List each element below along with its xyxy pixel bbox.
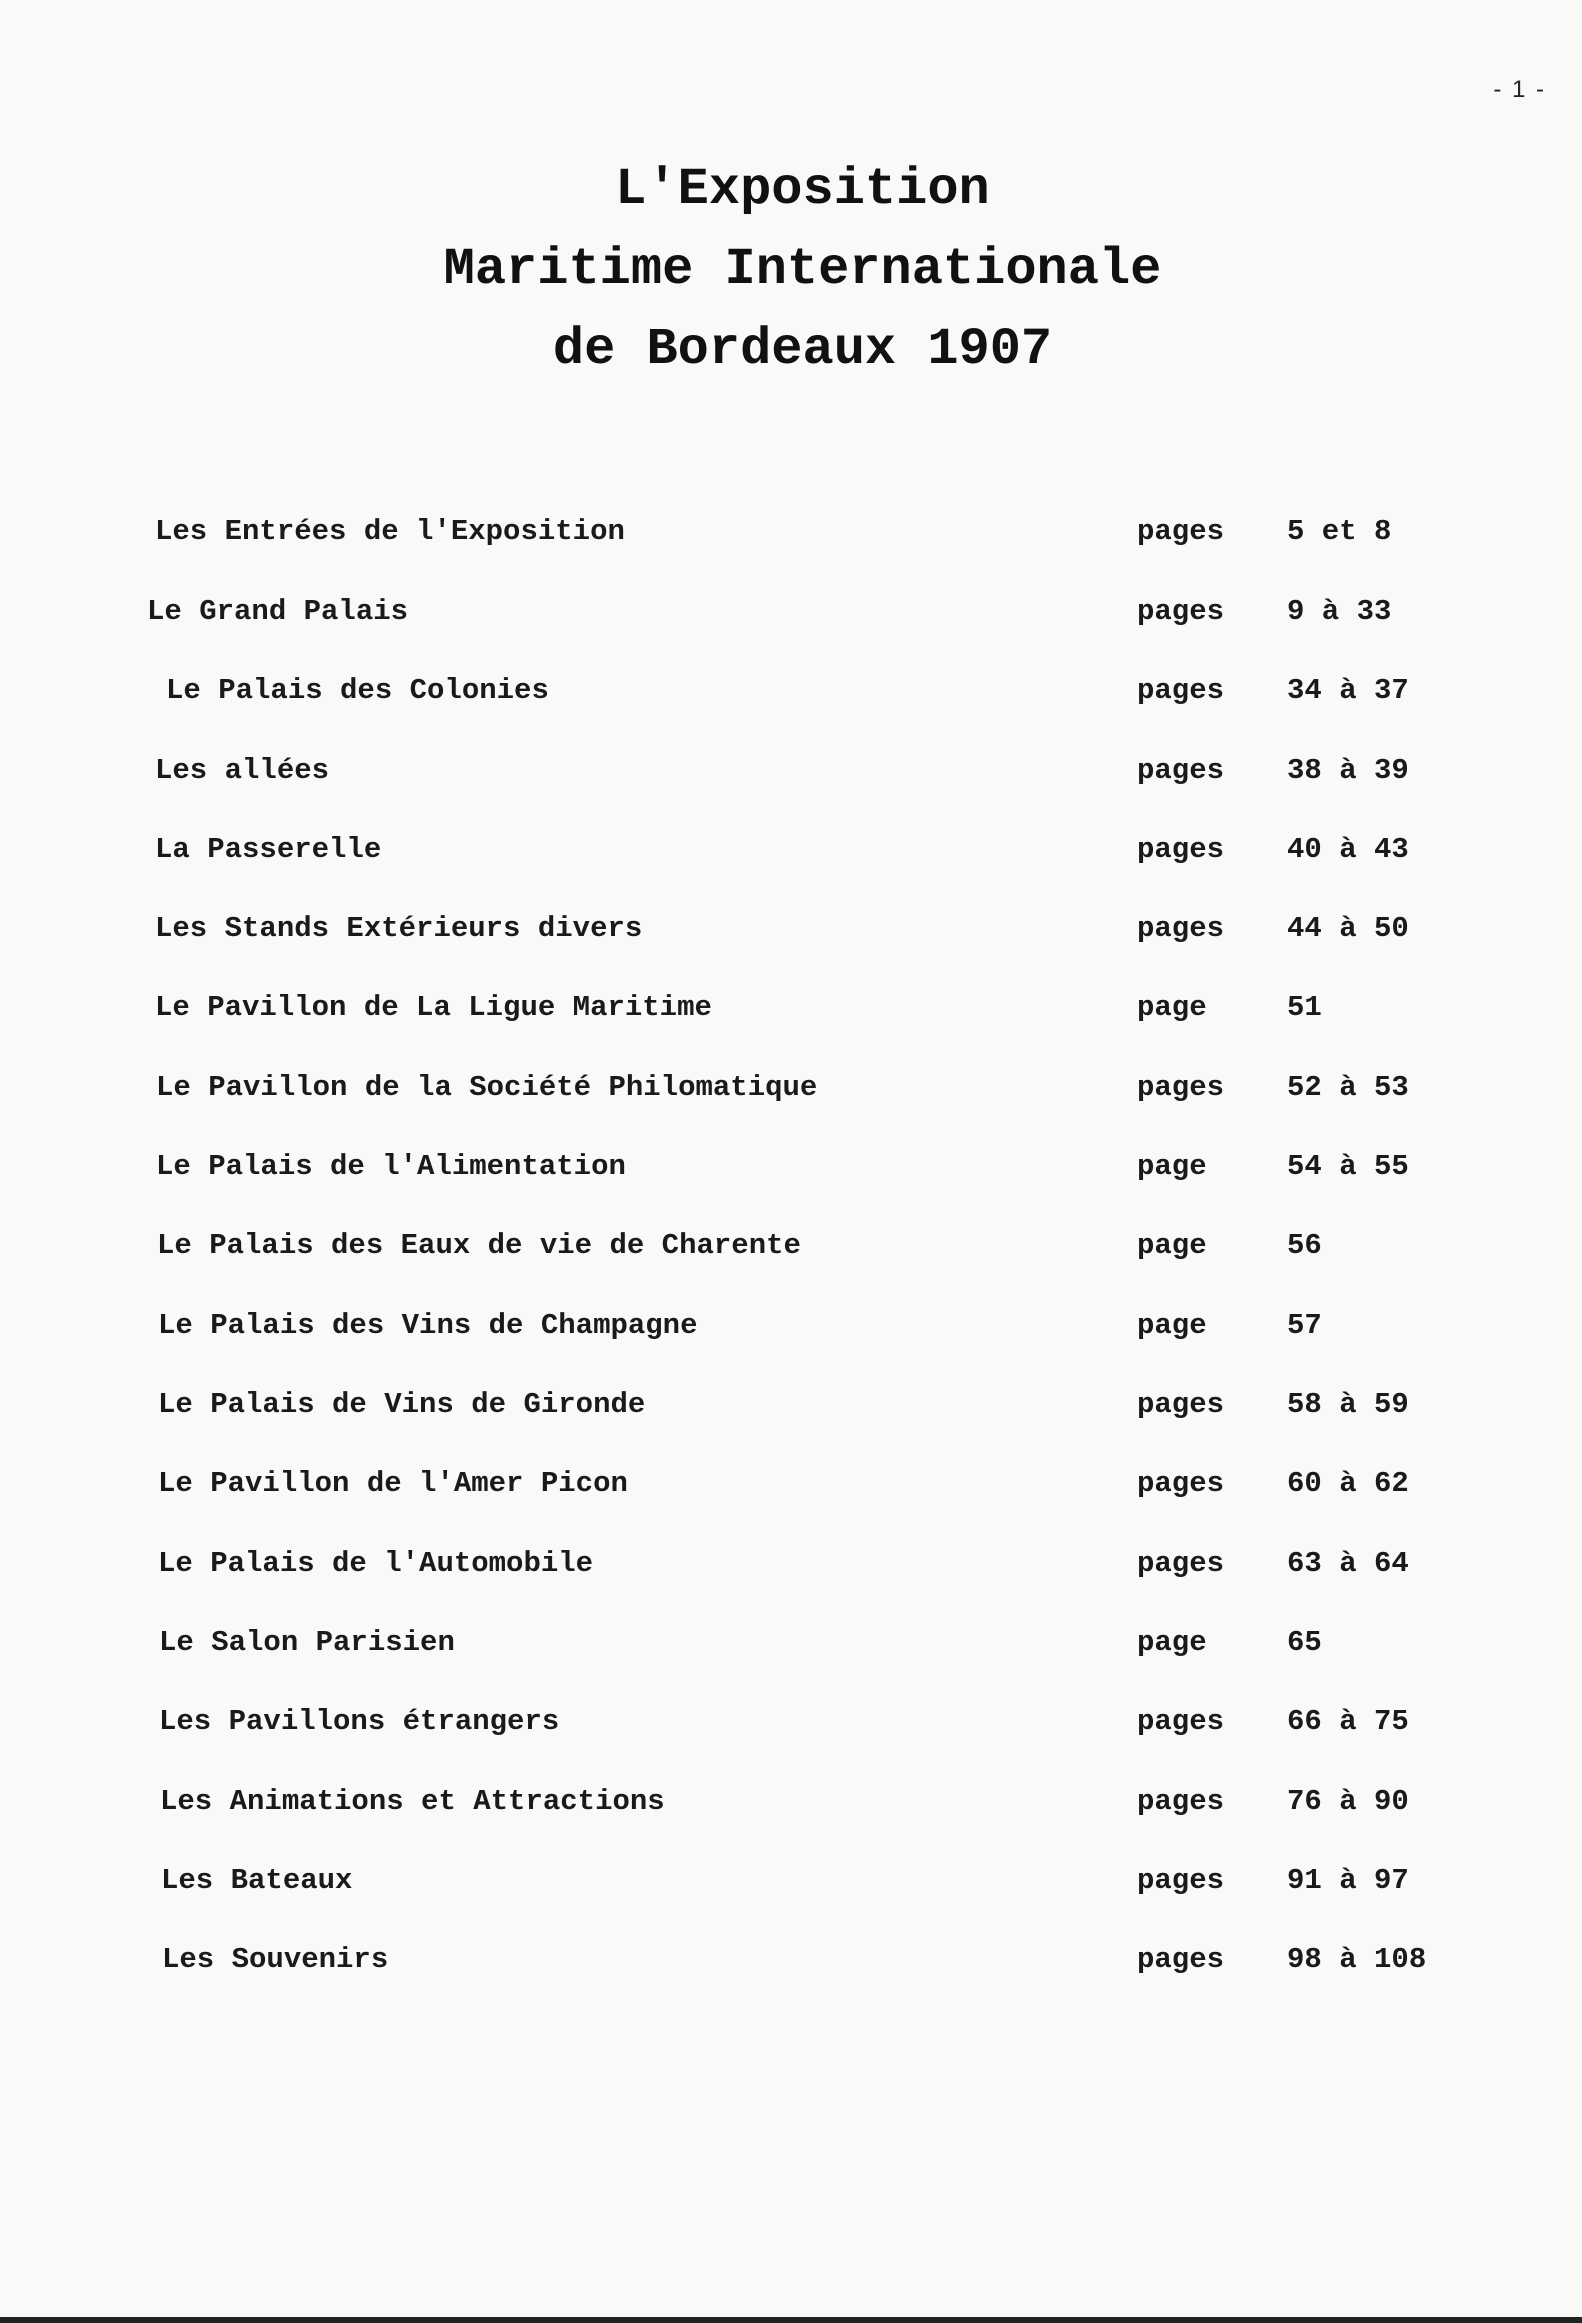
- title-line-1: L'Exposition: [615, 160, 990, 219]
- toc-entry: [0, 1702, 1582, 1742]
- toc-entry-label: Le Palais des Eaux de vie de Charente: [157, 1229, 801, 1262]
- toc-entry-label: Le Salon Parisien: [159, 1626, 455, 1659]
- toc-entry: [0, 1464, 1582, 1504]
- toc-entry-pages: 65: [1287, 1626, 1322, 1659]
- toc-entry-page-word: pages: [1137, 1388, 1225, 1421]
- toc-entry-label: Les Bateaux: [161, 1864, 353, 1897]
- toc-entry-label: Le Palais de l'Automobile: [158, 1547, 594, 1580]
- toc-entry-label: Les Stands Extérieurs divers: [155, 912, 643, 945]
- toc-entry: [0, 512, 1582, 552]
- toc-entry-page-word: page: [1137, 1150, 1207, 1183]
- toc-entry-page-word: pages: [1137, 912, 1225, 945]
- toc-entry-pages: 54 à 55: [1287, 1150, 1409, 1183]
- toc-entry: [0, 1623, 1582, 1663]
- toc-entry: [0, 1226, 1582, 1266]
- toc-entry-pages: 66 à 75: [1287, 1705, 1409, 1738]
- toc-entry-label: Le Palais des Colonies: [166, 674, 549, 707]
- toc-entry-label: Les allées: [155, 754, 330, 787]
- toc-entry: [0, 592, 1582, 632]
- toc-entry-label: Les Pavillons étrangers: [159, 1705, 560, 1738]
- toc-entry-page-word: pages: [1137, 1864, 1225, 1897]
- toc-entry-pages: 51: [1287, 991, 1322, 1024]
- toc-entry-label: Le Pavillon de La Ligue Maritime: [155, 991, 712, 1024]
- toc-entry-page-word: page: [1137, 1626, 1207, 1659]
- toc-entry-pages: 63 à 64: [1287, 1547, 1409, 1580]
- toc-entry: [0, 751, 1582, 791]
- toc-entry-label: Le Grand Palais: [147, 595, 409, 628]
- toc-entry: [0, 1147, 1582, 1187]
- toc-entry-page-word: pages: [1137, 515, 1225, 548]
- toc-entry-pages: 91 à 97: [1287, 1864, 1409, 1897]
- toc-entry: [0, 1861, 1582, 1901]
- toc-entry-page-word: pages: [1137, 1705, 1225, 1738]
- toc-entry-pages: 34 à 37: [1287, 674, 1409, 707]
- toc-entry-pages: 9 à 33: [1287, 595, 1392, 628]
- toc-entry-label: Les Animations et Attractions: [160, 1785, 665, 1818]
- toc-entry-page-word: pages: [1137, 1547, 1225, 1580]
- toc-entry-page-word: page: [1137, 1229, 1207, 1262]
- toc-entry-page-word: page: [1137, 991, 1207, 1024]
- toc-entry-label: Le Palais de l'Alimentation: [156, 1150, 626, 1183]
- toc-entry: [0, 830, 1582, 870]
- toc-entry-page-word: pages: [1137, 754, 1225, 787]
- toc-entry-pages: 44 à 50: [1287, 912, 1409, 945]
- toc-entry: [0, 1544, 1582, 1584]
- toc-entry: [0, 1306, 1582, 1346]
- toc-entry: [0, 1782, 1582, 1822]
- toc-entry: [0, 1940, 1582, 1980]
- scan-bottom-edge: [0, 2317, 1582, 2323]
- toc-entry-label: Le Pavillon de l'Amer Picon: [158, 1467, 628, 1500]
- page-number: - 1 -: [1493, 76, 1546, 103]
- toc-entry-pages: 38 à 39: [1287, 754, 1409, 787]
- title-line-3: de Bordeaux 1907: [552, 320, 1053, 379]
- toc-entry-page-word: pages: [1137, 1785, 1225, 1818]
- toc-entry-label: Le Palais de Vins de Gironde: [158, 1388, 646, 1421]
- toc-entry-label: La Passerelle: [155, 833, 382, 866]
- toc-entry-pages: 5 et 8: [1287, 515, 1392, 548]
- toc-entry-label: Le Palais des Vins de Champagne: [158, 1309, 698, 1342]
- toc-entry-page-word: pages: [1137, 595, 1225, 628]
- toc-entry-pages: 57: [1287, 1309, 1322, 1342]
- toc-entry-pages: 56: [1287, 1229, 1322, 1262]
- toc-entry: [0, 909, 1582, 949]
- toc-entry-page-word: pages: [1137, 1943, 1225, 1976]
- toc-entry-pages: 60 à 62: [1287, 1467, 1409, 1500]
- toc-entry: [0, 1385, 1582, 1425]
- toc-entry: [0, 988, 1582, 1028]
- toc-entry-page-word: pages: [1137, 1071, 1225, 1104]
- toc-entry-label: Les Entrées de l'Exposition: [155, 515, 625, 548]
- toc-entry-page-word: pages: [1137, 674, 1225, 707]
- toc-entry: [0, 671, 1582, 711]
- toc-entry-page-word: page: [1137, 1309, 1207, 1342]
- toc-entry-pages: 76 à 90: [1287, 1785, 1409, 1818]
- toc-entry: [0, 1068, 1582, 1108]
- title-line-2: Maritime Internationale: [443, 240, 1162, 299]
- toc-entry-pages: 98 à 108: [1287, 1943, 1427, 1976]
- toc-entry-page-word: pages: [1137, 1467, 1225, 1500]
- toc-entry-label: Les Souvenirs: [162, 1943, 389, 1976]
- toc-entry-label: Le Pavillon de la Société Philomatique: [156, 1071, 818, 1104]
- toc-entry-pages: 40 à 43: [1287, 833, 1409, 866]
- toc-entry-page-word: pages: [1137, 833, 1225, 866]
- toc-entry-pages: 52 à 53: [1287, 1071, 1409, 1104]
- toc-entry-pages: 58 à 59: [1287, 1388, 1409, 1421]
